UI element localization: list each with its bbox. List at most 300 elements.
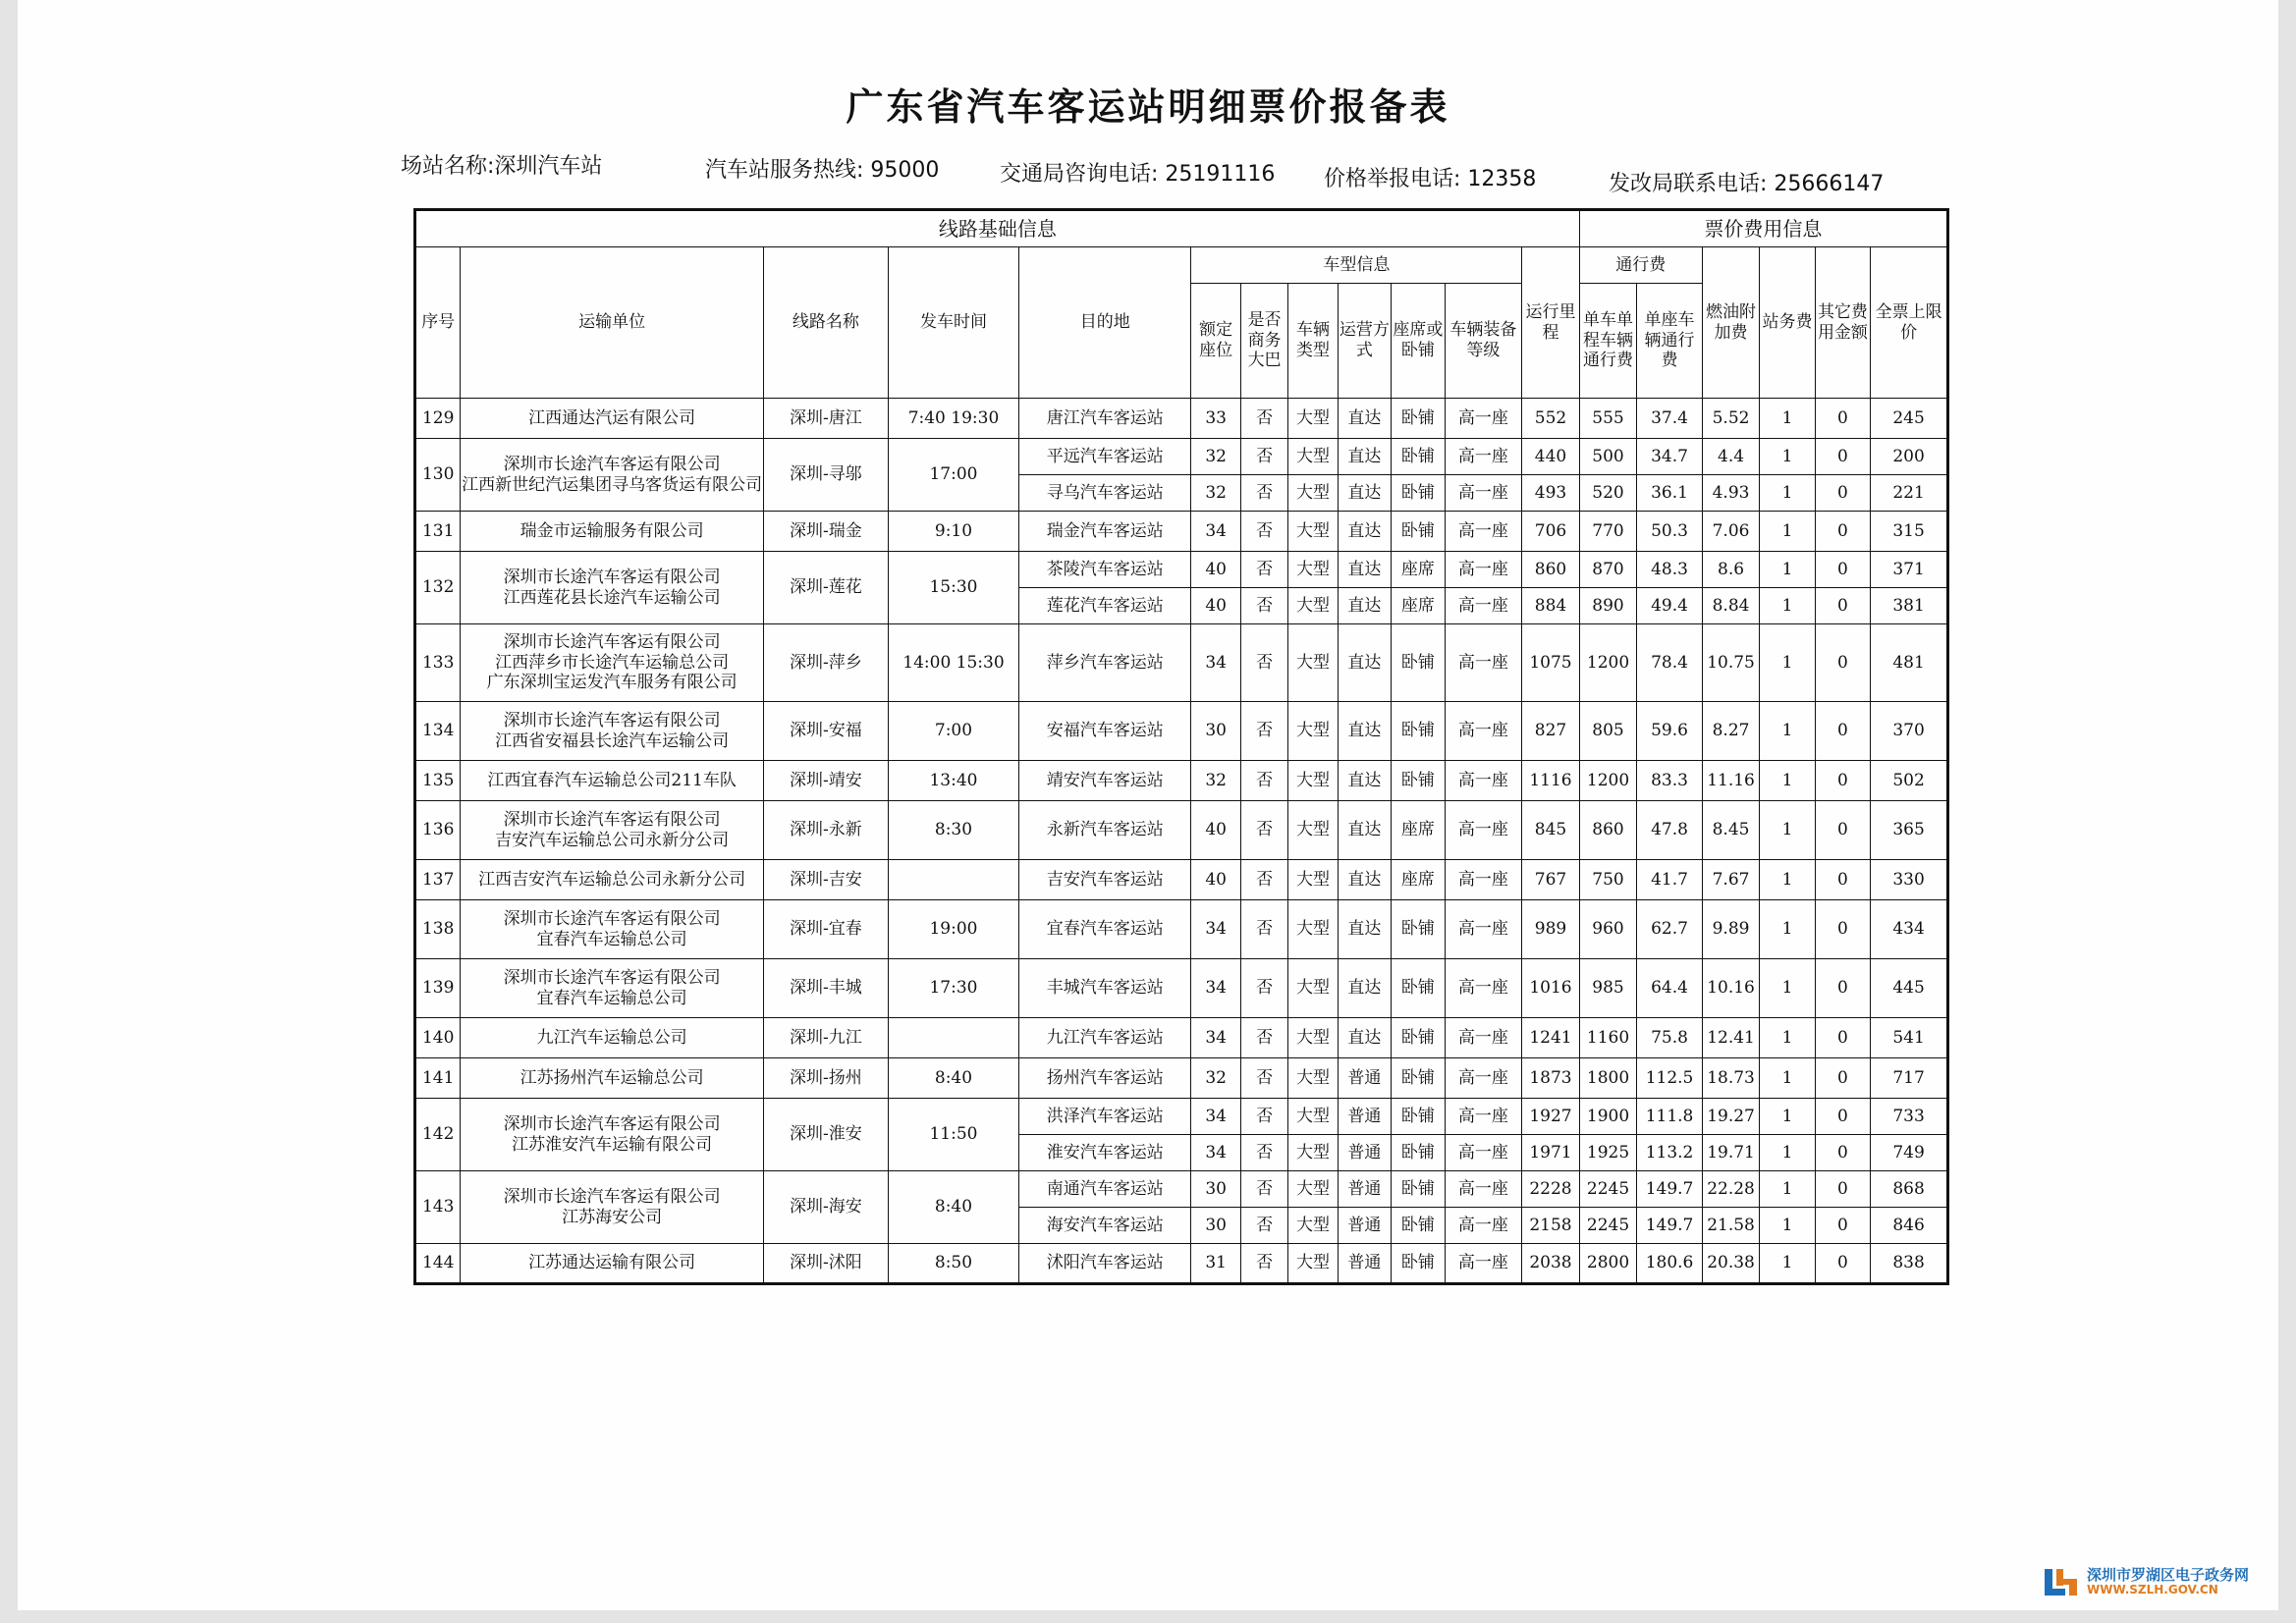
col-price-cap: 全票上限价 — [1871, 247, 1948, 399]
cell-mode: 直达 — [1338, 1018, 1391, 1058]
cell-grade: 高一座 — [1445, 1018, 1522, 1058]
cell-mode: 直达 — [1338, 801, 1391, 860]
cell-seat-type: 卧铺 — [1392, 1018, 1445, 1058]
service-hotline-value: 95000 — [870, 158, 940, 183]
table-row — [415, 512, 1948, 552]
cell-other: 0 — [1815, 761, 1870, 801]
cell-toll-vehicle: 1900 — [1579, 1099, 1636, 1135]
cell-seats: 31 — [1191, 1244, 1240, 1284]
cell-dest: 永新汽车客运站 — [1019, 801, 1191, 860]
cell-dest: 靖安汽车客运站 — [1019, 761, 1191, 801]
cell-station-fee: 1 — [1760, 1135, 1815, 1171]
logo-text — [2087, 1567, 2249, 1596]
cell-vtype: 大型 — [1288, 552, 1338, 588]
route-seq: 142 — [415, 1099, 461, 1171]
route-line: 深圳-永新 — [763, 801, 888, 860]
cell-toll-seat: 111.8 — [1637, 1099, 1703, 1135]
cell-toll-seat: 113.2 — [1637, 1135, 1703, 1171]
cell-km: 845 — [1522, 801, 1580, 860]
route-time: 15:30 — [888, 552, 1018, 624]
cell-vtype: 大型 — [1288, 761, 1338, 801]
cell-grade: 高一座 — [1445, 552, 1522, 588]
cell-other: 0 — [1815, 900, 1870, 959]
cell-vtype: 大型 — [1288, 1244, 1338, 1284]
route-time — [888, 1018, 1018, 1058]
cell-vtype: 大型 — [1288, 1099, 1338, 1135]
cell-grade: 高一座 — [1445, 801, 1522, 860]
cell-business: 否 — [1240, 761, 1287, 801]
site-logo — [2042, 1565, 2249, 1598]
cell-station-fee: 1 — [1760, 761, 1815, 801]
cell-toll-vehicle: 1925 — [1579, 1135, 1636, 1171]
cell-station-fee: 1 — [1760, 1171, 1815, 1208]
route-operator: 九江汽车运输总公司 — [461, 1018, 764, 1058]
col-seats: 额定座位 — [1191, 284, 1240, 399]
cell-mode: 直达 — [1338, 761, 1391, 801]
route-operator: 深圳市长途汽车客运有限公司 江西新世纪汽运集团寻乌客货运有限公司 — [461, 439, 764, 512]
route-line: 深圳-九江 — [763, 1018, 888, 1058]
cell-price: 846 — [1871, 1208, 1948, 1244]
cell-station-fee: 1 — [1760, 702, 1815, 761]
route-line: 深圳-唐江 — [763, 399, 888, 439]
cell-price: 315 — [1871, 512, 1948, 552]
cell-toll-seat: 112.5 — [1637, 1058, 1703, 1099]
cell-toll-vehicle: 860 — [1579, 801, 1636, 860]
table-row — [415, 552, 1948, 588]
cell-km: 989 — [1522, 900, 1580, 959]
cell-toll-seat: 180.6 — [1637, 1244, 1703, 1284]
route-time: 7:40 19:30 — [888, 399, 1018, 439]
cell-dest: 吉安汽车客运站 — [1019, 860, 1191, 900]
cell-dest: 唐江汽车客运站 — [1019, 399, 1191, 439]
route-operator: 深圳市长途汽车客运有限公司 吉安汽车运输总公司永新分公司 — [461, 801, 764, 860]
cell-km: 1116 — [1522, 761, 1580, 801]
cell-dest: 九江汽车客运站 — [1019, 1018, 1191, 1058]
cell-grade: 高一座 — [1445, 761, 1522, 801]
col-dest: 目的地 — [1019, 247, 1191, 399]
cell-mode: 普通 — [1338, 1058, 1391, 1099]
cell-business: 否 — [1240, 860, 1287, 900]
cell-km: 860 — [1522, 552, 1580, 588]
cell-dest: 淮安汽车客运站 — [1019, 1135, 1191, 1171]
cell-business: 否 — [1240, 439, 1287, 475]
cell-mode: 直达 — [1338, 702, 1391, 761]
cell-seats: 32 — [1191, 1058, 1240, 1099]
cell-price: 838 — [1871, 1244, 1948, 1284]
cell-seat-type: 卧铺 — [1392, 1058, 1445, 1099]
route-seq: 131 — [415, 512, 461, 552]
cell-vtype: 大型 — [1288, 512, 1338, 552]
cell-km: 1971 — [1522, 1135, 1580, 1171]
cell-vtype: 大型 — [1288, 1018, 1338, 1058]
cell-other: 0 — [1815, 860, 1870, 900]
cell-mode: 直达 — [1338, 900, 1391, 959]
cell-business: 否 — [1240, 1099, 1287, 1135]
cell-seats: 34 — [1191, 512, 1240, 552]
route-seq: 140 — [415, 1018, 461, 1058]
cell-other: 0 — [1815, 1135, 1870, 1171]
cell-toll-vehicle: 770 — [1579, 512, 1636, 552]
cell-grade: 高一座 — [1445, 1099, 1522, 1135]
cell-business: 否 — [1240, 475, 1287, 512]
route-line: 深圳-寻邬 — [763, 439, 888, 512]
cell-business: 否 — [1240, 1018, 1287, 1058]
cell-seats: 34 — [1191, 1135, 1240, 1171]
cell-seat-type: 座席 — [1392, 552, 1445, 588]
cell-vtype: 大型 — [1288, 475, 1338, 512]
cell-fuel: 8.6 — [1702, 552, 1759, 588]
cell-km: 440 — [1522, 439, 1580, 475]
cell-seat-type: 座席 — [1392, 801, 1445, 860]
route-operator: 深圳市长途汽车客运有限公司 江西萍乡市长途汽车运输总公司 广东深圳宝运发汽车服务有限公司 — [461, 624, 764, 702]
cell-km: 1075 — [1522, 624, 1580, 702]
cell-toll-vehicle: 555 — [1579, 399, 1636, 439]
cell-station-fee: 1 — [1760, 1099, 1815, 1135]
route-time — [888, 860, 1018, 900]
route-time: 7:00 — [888, 702, 1018, 761]
cell-vtype: 大型 — [1288, 801, 1338, 860]
cell-mode: 直达 — [1338, 399, 1391, 439]
route-operator: 江苏扬州汽车运输总公司 — [461, 1058, 764, 1099]
cell-other: 0 — [1815, 1208, 1870, 1244]
cell-price: 717 — [1871, 1058, 1948, 1099]
cell-fuel: 4.93 — [1702, 475, 1759, 512]
cell-toll-seat: 36.1 — [1637, 475, 1703, 512]
route-line: 深圳-海安 — [763, 1171, 888, 1244]
table-row — [415, 1058, 1948, 1099]
cell-business: 否 — [1240, 801, 1287, 860]
cell-price: 434 — [1871, 900, 1948, 959]
cell-seats: 40 — [1191, 552, 1240, 588]
cell-station-fee: 1 — [1760, 959, 1815, 1018]
cell-other: 0 — [1815, 512, 1870, 552]
route-time: 17:00 — [888, 439, 1018, 512]
drc-phone-value: 25666147 — [1774, 172, 1885, 196]
route-operator: 深圳市长途汽车客运有限公司 江苏海安公司 — [461, 1171, 764, 1244]
route-seq: 134 — [415, 702, 461, 761]
cell-other: 0 — [1815, 475, 1870, 512]
cell-toll-vehicle: 1200 — [1579, 761, 1636, 801]
cell-business: 否 — [1240, 1058, 1287, 1099]
cell-toll-vehicle: 870 — [1579, 552, 1636, 588]
col-km: 运行里程 — [1522, 247, 1580, 399]
route-seq: 129 — [415, 399, 461, 439]
cell-toll-vehicle: 1160 — [1579, 1018, 1636, 1058]
cell-seat-type: 座席 — [1392, 588, 1445, 624]
cell-station-fee: 1 — [1760, 552, 1815, 588]
cell-dest: 南通汽车客运站 — [1019, 1171, 1191, 1208]
cell-business: 否 — [1240, 1244, 1287, 1284]
station-name-value: 深圳汽车站 — [494, 154, 603, 179]
cell-fuel: 19.27 — [1702, 1099, 1759, 1135]
col-line: 线路名称 — [763, 247, 888, 399]
cell-seat-type: 卧铺 — [1392, 1244, 1445, 1284]
cell-toll-vehicle: 890 — [1579, 588, 1636, 624]
cell-station-fee: 1 — [1760, 900, 1815, 959]
cell-station-fee: 1 — [1760, 624, 1815, 702]
cell-dest: 瑞金汽车客运站 — [1019, 512, 1191, 552]
cell-seats: 34 — [1191, 959, 1240, 1018]
cell-business: 否 — [1240, 1171, 1287, 1208]
cell-seats: 30 — [1191, 1171, 1240, 1208]
route-time: 9:10 — [888, 512, 1018, 552]
col-toll-seat: 单座车辆通行费 — [1637, 284, 1703, 399]
cell-toll-seat: 48.3 — [1637, 552, 1703, 588]
cell-station-fee: 1 — [1760, 1244, 1815, 1284]
table-row — [415, 801, 1948, 860]
cell-seats: 34 — [1191, 624, 1240, 702]
cell-grade: 高一座 — [1445, 702, 1522, 761]
cell-toll-vehicle: 1800 — [1579, 1058, 1636, 1099]
cell-mode: 普通 — [1338, 1244, 1391, 1284]
route-seq: 139 — [415, 959, 461, 1018]
table-row — [415, 761, 1948, 801]
route-line: 深圳-吉安 — [763, 860, 888, 900]
cell-other: 0 — [1815, 624, 1870, 702]
route-time: 13:40 — [888, 761, 1018, 801]
cell-price: 749 — [1871, 1135, 1948, 1171]
route-line: 深圳-沭阳 — [763, 1244, 888, 1284]
route-time: 8:40 — [888, 1171, 1018, 1244]
cell-toll-seat: 149.7 — [1637, 1171, 1703, 1208]
toll-group-header: 通行费 — [1579, 247, 1702, 284]
cell-seats: 32 — [1191, 475, 1240, 512]
col-business: 是否商务大巴 — [1240, 284, 1287, 399]
route-line: 深圳-瑞金 — [763, 512, 888, 552]
cell-seat-type: 卧铺 — [1392, 702, 1445, 761]
cell-business: 否 — [1240, 624, 1287, 702]
route-line: 深圳-宜春 — [763, 900, 888, 959]
route-time: 11:50 — [888, 1099, 1018, 1171]
cell-business: 否 — [1240, 900, 1287, 959]
cell-price: 245 — [1871, 399, 1948, 439]
cell-business: 否 — [1240, 588, 1287, 624]
cell-station-fee: 1 — [1760, 860, 1815, 900]
cell-other: 0 — [1815, 702, 1870, 761]
cell-dest: 萍乡汽车客运站 — [1019, 624, 1191, 702]
route-operator: 深圳市长途汽车客运有限公司 江西省安福县长途汽车运输公司 — [461, 702, 764, 761]
vehicle-group-header: 车型信息 — [1191, 247, 1522, 284]
cell-grade: 高一座 — [1445, 860, 1522, 900]
route-line: 深圳-扬州 — [763, 1058, 888, 1099]
route-seq: 136 — [415, 801, 461, 860]
service-hotline — [705, 153, 939, 184]
cell-station-fee: 1 — [1760, 512, 1815, 552]
cell-price: 502 — [1871, 761, 1948, 801]
route-seq: 137 — [415, 860, 461, 900]
cell-price: 365 — [1871, 801, 1948, 860]
cell-seats: 40 — [1191, 801, 1240, 860]
table-row — [415, 860, 1948, 900]
luohu-logo-icon — [2042, 1565, 2081, 1598]
col-other-fee: 其它费用金额 — [1815, 247, 1870, 399]
cell-price: 481 — [1871, 624, 1948, 702]
table-row — [415, 624, 1948, 702]
cell-seats: 32 — [1191, 761, 1240, 801]
col-seq: 序号 — [415, 247, 461, 399]
cell-fuel: 11.16 — [1702, 761, 1759, 801]
cell-dest: 宜春汽车客运站 — [1019, 900, 1191, 959]
route-operator: 深圳市长途汽车客运有限公司 江西莲花县长途汽车运输公司 — [461, 552, 764, 624]
cell-price: 445 — [1871, 959, 1948, 1018]
price-report-phone-label: 价格举报电话: — [1324, 167, 1461, 191]
fare-table-body — [415, 399, 1948, 1284]
cell-toll-vehicle: 500 — [1579, 439, 1636, 475]
cell-toll-seat: 75.8 — [1637, 1018, 1703, 1058]
cell-fuel: 9.89 — [1702, 900, 1759, 959]
cell-seat-type: 卧铺 — [1392, 439, 1445, 475]
route-operator: 江苏通达运输有限公司 — [461, 1244, 764, 1284]
cell-seats: 40 — [1191, 860, 1240, 900]
cell-mode: 普通 — [1338, 1099, 1391, 1135]
cell-other: 0 — [1815, 552, 1870, 588]
cell-station-fee: 1 — [1760, 1208, 1815, 1244]
cell-vtype: 大型 — [1288, 1208, 1338, 1244]
cell-business: 否 — [1240, 512, 1287, 552]
cell-price: 200 — [1871, 439, 1948, 475]
cell-toll-seat: 78.4 — [1637, 624, 1703, 702]
cell-grade: 高一座 — [1445, 588, 1522, 624]
cell-km: 1873 — [1522, 1058, 1580, 1099]
cell-grade: 高一座 — [1445, 624, 1522, 702]
cell-grade: 高一座 — [1445, 1208, 1522, 1244]
cell-fuel: 21.58 — [1702, 1208, 1759, 1244]
cell-fuel: 8.84 — [1702, 588, 1759, 624]
cell-dest: 寻乌汽车客运站 — [1019, 475, 1191, 512]
cell-fuel: 7.67 — [1702, 860, 1759, 900]
cell-price: 541 — [1871, 1018, 1948, 1058]
cell-grade: 高一座 — [1445, 399, 1522, 439]
cell-fuel: 20.38 — [1702, 1244, 1759, 1284]
cell-seats: 33 — [1191, 399, 1240, 439]
col-vehicle-type: 车辆类型 — [1288, 284, 1338, 399]
cell-seat-type: 卧铺 — [1392, 1099, 1445, 1135]
cell-price: 371 — [1871, 552, 1948, 588]
cell-business: 否 — [1240, 1208, 1287, 1244]
route-seq: 141 — [415, 1058, 461, 1099]
route-seq: 132 — [415, 552, 461, 624]
cell-seat-type: 卧铺 — [1392, 959, 1445, 1018]
col-mode: 运营方式 — [1338, 284, 1391, 399]
cell-fuel: 18.73 — [1702, 1058, 1759, 1099]
cell-business: 否 — [1240, 959, 1287, 1018]
cell-seat-type: 卧铺 — [1392, 512, 1445, 552]
price-report-phone-value: 12358 — [1467, 167, 1537, 191]
cell-toll-seat: 49.4 — [1637, 588, 1703, 624]
route-line: 深圳-靖安 — [763, 761, 888, 801]
transport-bureau-phone-label: 交通局咨询电话: — [1000, 162, 1159, 187]
cell-seats: 30 — [1191, 702, 1240, 761]
cell-seats: 32 — [1191, 439, 1240, 475]
cell-fuel: 22.28 — [1702, 1171, 1759, 1208]
route-time: 8:50 — [888, 1244, 1018, 1284]
cell-station-fee: 1 — [1760, 588, 1815, 624]
cell-toll-vehicle: 985 — [1579, 959, 1636, 1018]
station-name-label: 场站名称: — [401, 154, 495, 179]
cell-toll-seat: 83.3 — [1637, 761, 1703, 801]
cell-vtype: 大型 — [1288, 959, 1338, 1018]
section-route-info: 线路基础信息 — [415, 210, 1580, 247]
cell-seat-type: 卧铺 — [1392, 1171, 1445, 1208]
cell-dest: 安福汽车客运站 — [1019, 702, 1191, 761]
transport-bureau-phone — [1000, 157, 1275, 188]
cell-km: 827 — [1522, 702, 1580, 761]
col-time: 发车时间 — [888, 247, 1018, 399]
cell-seat-type: 卧铺 — [1392, 624, 1445, 702]
cell-seat-type: 座席 — [1392, 860, 1445, 900]
cell-dest: 洪泽汽车客运站 — [1019, 1099, 1191, 1135]
cell-mode: 直达 — [1338, 860, 1391, 900]
cell-km: 1927 — [1522, 1099, 1580, 1135]
table-row — [415, 702, 1948, 761]
cell-seats: 40 — [1191, 588, 1240, 624]
cell-seat-type: 卧铺 — [1392, 1208, 1445, 1244]
cell-price: 221 — [1871, 475, 1948, 512]
route-operator: 深圳市长途汽车客运有限公司 江苏淮安汽车运输有限公司 — [461, 1099, 764, 1171]
transport-bureau-phone-value: 25191116 — [1165, 162, 1276, 187]
route-time: 14:00 15:30 — [888, 624, 1018, 702]
section-fare-info: 票价费用信息 — [1579, 210, 1947, 247]
route-seq: 144 — [415, 1244, 461, 1284]
cell-business: 否 — [1240, 552, 1287, 588]
cell-seat-type: 卧铺 — [1392, 399, 1445, 439]
route-line: 深圳-安福 — [763, 702, 888, 761]
route-operator: 深圳市长途汽车客运有限公司 宜春汽车运输总公司 — [461, 900, 764, 959]
cell-seat-type: 卧铺 — [1392, 761, 1445, 801]
cell-station-fee: 1 — [1760, 439, 1815, 475]
route-seq: 133 — [415, 624, 461, 702]
route-time: 8:40 — [888, 1058, 1018, 1099]
cell-mode: 直达 — [1338, 624, 1391, 702]
cell-fuel: 5.52 — [1702, 399, 1759, 439]
cell-toll-vehicle: 2800 — [1579, 1244, 1636, 1284]
document-page — [18, 0, 2278, 1610]
drc-phone — [1609, 167, 1884, 197]
table-row — [415, 959, 1948, 1018]
cell-fuel: 8.27 — [1702, 702, 1759, 761]
col-seat-type: 座席或卧铺 — [1392, 284, 1445, 399]
cell-seats: 30 — [1191, 1208, 1240, 1244]
cell-other: 0 — [1815, 588, 1870, 624]
logo-cn-text: 深圳市罗湖区电子政务网 — [2086, 1566, 2249, 1585]
cell-toll-seat: 34.7 — [1637, 439, 1703, 475]
cell-dest: 扬州汽车客运站 — [1019, 1058, 1191, 1099]
table-row — [415, 1018, 1948, 1058]
price-report-phone — [1324, 162, 1536, 192]
cell-station-fee: 1 — [1760, 1058, 1815, 1099]
cell-grade: 高一座 — [1445, 900, 1522, 959]
col-operator: 运输单位 — [461, 247, 764, 399]
cell-km: 767 — [1522, 860, 1580, 900]
route-time: 19:00 — [888, 900, 1018, 959]
cell-price: 370 — [1871, 702, 1948, 761]
route-seq: 135 — [415, 761, 461, 801]
service-hotline-label: 汽车站服务热线: — [705, 158, 864, 183]
route-time: 17:30 — [888, 959, 1018, 1018]
cell-fuel: 4.4 — [1702, 439, 1759, 475]
cell-fuel: 10.16 — [1702, 959, 1759, 1018]
route-line: 深圳-萍乡 — [763, 624, 888, 702]
route-operator: 江西吉安汽车运输总公司永新分公司 — [461, 860, 764, 900]
cell-dest: 海安汽车客运站 — [1019, 1208, 1191, 1244]
logo-url-text: WWW.SZLH.GOV.CN — [2086, 1582, 2218, 1596]
route-seq: 138 — [415, 900, 461, 959]
cell-grade: 高一座 — [1445, 1058, 1522, 1099]
route-operator: 深圳市长途汽车客运有限公司 宜春汽车运输总公司 — [461, 959, 764, 1018]
cell-toll-seat: 47.8 — [1637, 801, 1703, 860]
cell-other: 0 — [1815, 1171, 1870, 1208]
cell-other: 0 — [1815, 1058, 1870, 1099]
